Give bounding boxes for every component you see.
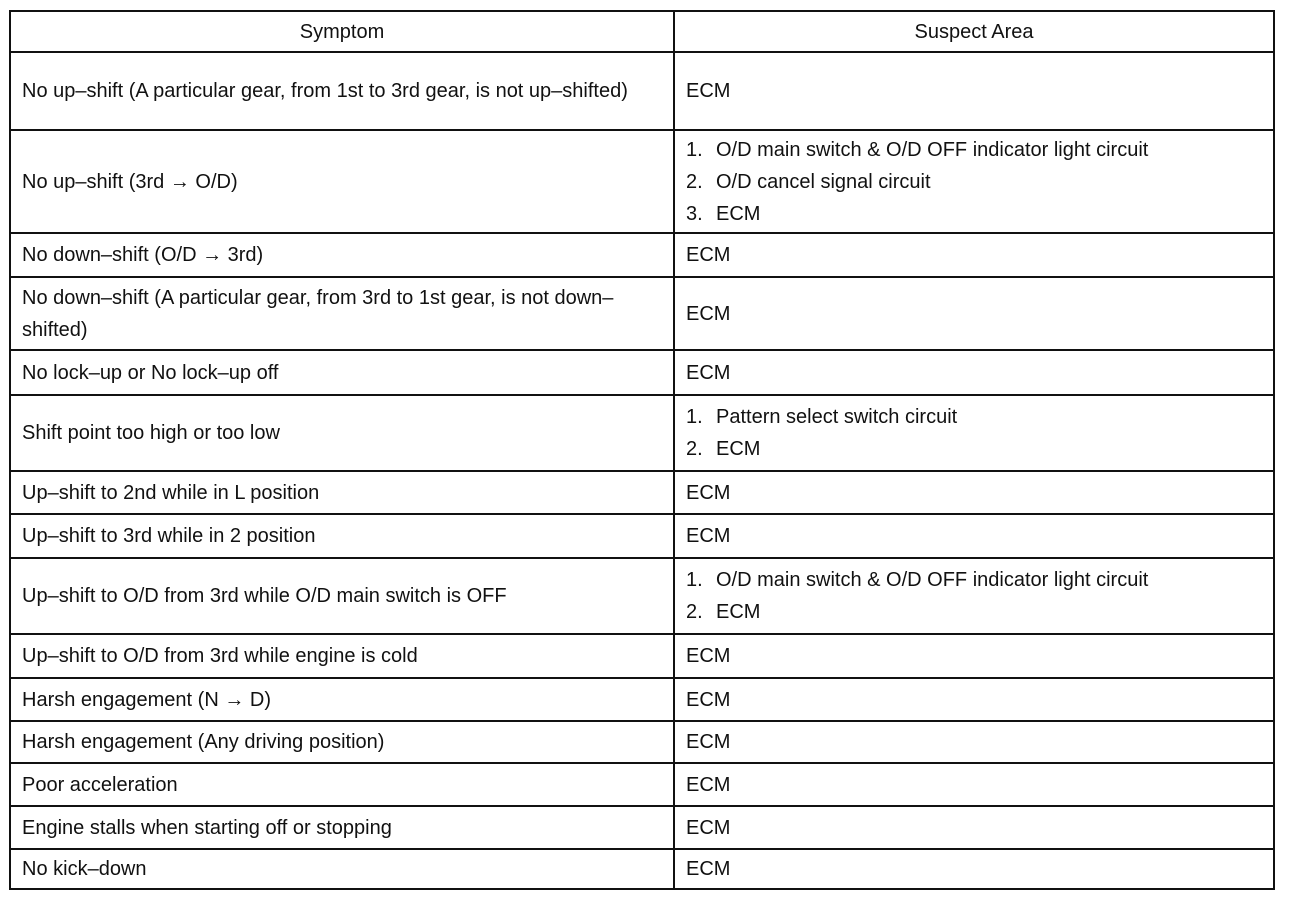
symptom-cell: No up–shift (A particular gear, from 1st to 3rd gear, is not up–shifted) bbox=[10, 52, 674, 130]
item-text: Pattern select switch circuit bbox=[716, 406, 958, 428]
suspect-area-list bbox=[686, 564, 1263, 628]
suspect-area-cell bbox=[674, 52, 1274, 130]
suspect-area-cell bbox=[674, 395, 1274, 471]
item-number: 2. bbox=[686, 438, 703, 460]
table-row bbox=[10, 806, 1274, 849]
suspect-area-cell bbox=[674, 806, 1274, 849]
table-row bbox=[10, 678, 1274, 721]
suspect-area-cell bbox=[674, 678, 1274, 721]
item-number: 1. bbox=[686, 569, 703, 591]
header-symptom: Symptom bbox=[10, 11, 674, 52]
item-text: ECM bbox=[716, 438, 761, 460]
table-row bbox=[10, 514, 1274, 558]
suspect-area-item bbox=[686, 198, 1263, 230]
suspect-area-cell bbox=[674, 763, 1274, 806]
suspect-area-cell bbox=[674, 471, 1274, 514]
suspect-area-item bbox=[686, 596, 1263, 628]
suspect-area-text: ECM bbox=[686, 731, 731, 753]
suspect-area-text: ECM bbox=[686, 481, 731, 504]
suspect-area-cell bbox=[674, 849, 1274, 889]
item-number: 1. bbox=[686, 406, 703, 428]
suspect-area-text: ECM bbox=[686, 688, 731, 711]
symptom-cell: Harsh engagement (Any driving position) bbox=[10, 721, 674, 763]
table-row bbox=[10, 233, 1274, 277]
suspect-area-cell bbox=[674, 130, 1274, 233]
suspect-area-item bbox=[686, 166, 1263, 198]
symptom-cell: No lock–up or No lock–up off bbox=[10, 350, 674, 395]
table-row bbox=[10, 52, 1274, 130]
table-row bbox=[10, 634, 1274, 678]
header-suspect-area: Suspect Area bbox=[674, 11, 1274, 52]
table-row bbox=[10, 395, 1274, 471]
symptom-cell: Poor acceleration bbox=[10, 763, 674, 806]
table-row bbox=[10, 130, 1274, 233]
symptom-cell: Up–shift to O/D from 3rd while O/D main switch is OFF bbox=[10, 558, 674, 634]
suspect-area-list bbox=[686, 401, 1263, 465]
item-text: O/D cancel signal circuit bbox=[716, 170, 931, 193]
symptom-cell: No kick–down bbox=[10, 849, 674, 889]
table-row bbox=[10, 558, 1274, 634]
symptom-cell: No up–shift (3rd → O/D) bbox=[10, 130, 674, 233]
table-row bbox=[10, 721, 1274, 763]
suspect-area-text: ECM bbox=[686, 302, 731, 325]
suspect-area-cell bbox=[674, 233, 1274, 277]
suspect-area-cell bbox=[674, 514, 1274, 558]
symptom-table bbox=[9, 10, 1275, 890]
symptom-cell: Up–shift to 3rd while in 2 position bbox=[10, 514, 674, 558]
symptom-cell: Up–shift to O/D from 3rd while engine is cold bbox=[10, 634, 674, 678]
suspect-area-text: ECM bbox=[686, 645, 731, 667]
suspect-area-text: ECM bbox=[686, 773, 731, 796]
item-text: ECM bbox=[716, 202, 761, 225]
symptom-cell: Engine stalls when starting off or stopping bbox=[10, 806, 674, 849]
suspect-area-text: ECM bbox=[686, 361, 731, 384]
suspect-area-item bbox=[686, 433, 1263, 465]
suspect-area-cell bbox=[674, 721, 1274, 763]
item-text: O/D main switch & O/D OFF indicator light circuit bbox=[716, 569, 1149, 591]
table-row bbox=[10, 471, 1274, 514]
symptom-cell: No down–shift (O/D → 3rd) bbox=[10, 233, 674, 277]
symptom-cell: Up–shift to 2nd while in L position bbox=[10, 471, 674, 514]
suspect-area-item bbox=[686, 134, 1263, 166]
suspect-area-cell bbox=[674, 277, 1274, 350]
item-number: 3. bbox=[686, 202, 703, 225]
symptom-cell: Harsh engagement (N → D) bbox=[10, 678, 674, 721]
symptom-cell: No down–shift (A particular gear, from 3rd to 1st gear, is not down–shifted) bbox=[10, 277, 674, 350]
symptom-cell: Shift point too high or too low bbox=[10, 395, 674, 471]
document-page bbox=[9, 10, 1273, 890]
table-row bbox=[10, 350, 1274, 395]
item-text: ECM bbox=[716, 601, 761, 623]
item-number: 2. bbox=[686, 170, 703, 193]
suspect-area-text: ECM bbox=[686, 525, 731, 547]
item-number: 2. bbox=[686, 601, 703, 623]
suspect-area-cell bbox=[674, 558, 1274, 634]
suspect-area-text: ECM bbox=[686, 244, 731, 266]
item-number: 1. bbox=[686, 138, 703, 161]
suspect-area-text: ECM bbox=[686, 816, 731, 839]
suspect-area-cell bbox=[674, 634, 1274, 678]
suspect-area-list bbox=[686, 134, 1263, 230]
table-row bbox=[10, 849, 1274, 889]
table-row bbox=[10, 763, 1274, 806]
suspect-area-cell bbox=[674, 350, 1274, 395]
suspect-area-text: ECM bbox=[686, 80, 731, 102]
header-row bbox=[10, 11, 1274, 52]
table-body bbox=[10, 52, 1274, 889]
suspect-area-text: ECM bbox=[686, 858, 731, 880]
table-row bbox=[10, 277, 1274, 350]
item-text: O/D main switch & O/D OFF indicator light circuit bbox=[716, 138, 1149, 161]
suspect-area-item bbox=[686, 401, 1263, 433]
suspect-area-item bbox=[686, 564, 1263, 596]
